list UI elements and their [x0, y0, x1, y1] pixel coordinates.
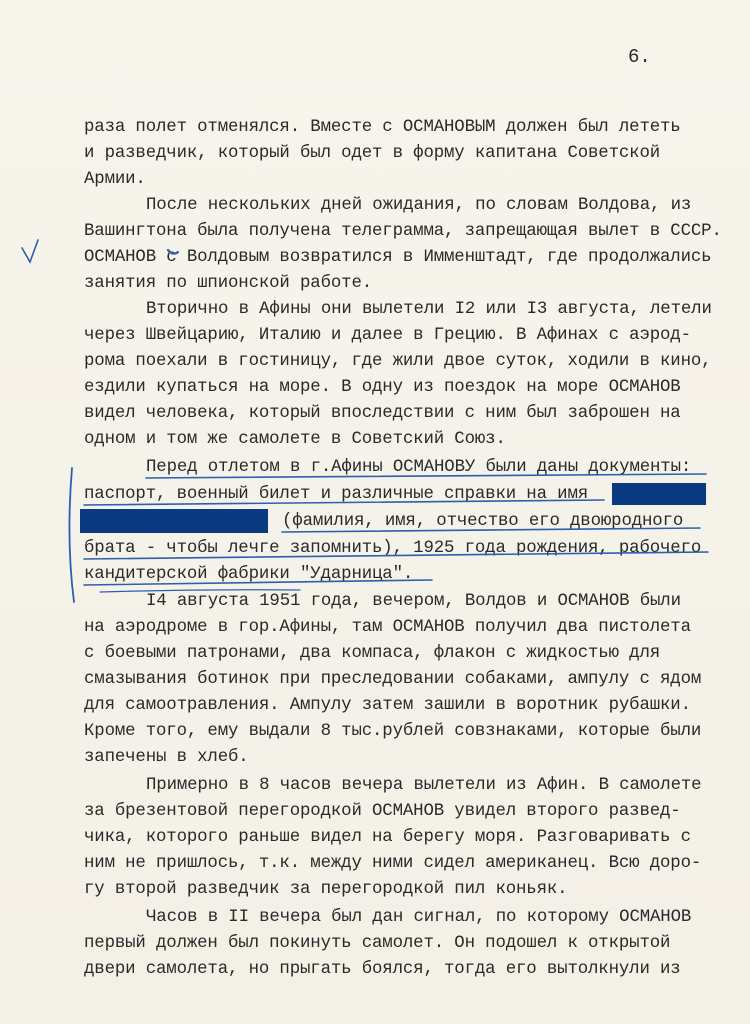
text-line: I4 августа 1951 года, вечером, Волдов и ОСМАНОВ были [146, 592, 681, 611]
underline [146, 474, 706, 478]
text-line: Часов в II вечера был дан сигнал, по которому ОСМАНОВ [146, 908, 692, 927]
text-line: через Швейцарию, Италию и далее в Грецию. В Афинах с аэрод- [84, 326, 691, 345]
underline [100, 590, 300, 592]
text-line: с боевыми патронами, два компаса, флакон с жидкостью для [84, 644, 661, 663]
margin-bracket [69, 468, 74, 602]
text-line: и разведчик, который был одет в форму капитана Советской [84, 144, 661, 163]
underline [84, 500, 604, 505]
text-line: Вашингтона была получена телеграмма, запрещающая вылет в СССР. [84, 222, 722, 241]
text-line: Кроме того, ему выдали 8 тыс.рублей совзнаками, которые были [84, 722, 702, 741]
text-line: После нескольких дней ожидания, по словам Волдова, из [146, 196, 692, 215]
text-line: двери самолета, но прыгать боялся, тогда его вытолкнули из [84, 960, 681, 979]
text-line: для самоотравления. Ампулу затем зашили в воротник рубашки. [84, 696, 691, 715]
text-line: раза полет отменялся. Вместе с ОСМАНОВЫМ должен был лететь [84, 118, 681, 137]
margin-check-mark [22, 240, 38, 262]
correction-mark [168, 250, 178, 254]
text-line: ездили купаться на море. В одну из поездок на море ОСМАНОВ [84, 378, 681, 397]
text-line: Армии. [84, 170, 146, 189]
text-line: брата - чтобы лечге запомнить), 1925 года рождения, рабочего [84, 539, 702, 558]
text-line: гу второй разведчик за перегородкой пил коньяк. [84, 880, 568, 899]
underline [84, 552, 708, 559]
text-line: видел человека, который впоследствии с ним был заброшен на [84, 404, 681, 423]
text-line: паспорт, военный билет и различные справки на имя [84, 485, 589, 504]
text-line: занятия по шпионской работе. [84, 274, 373, 293]
text-line: первый должен был покинуть самолет. Он подошел к открытой [84, 934, 671, 953]
text-line: рома поехали в гостиницу, где жили двое суток, ходили в кино, [84, 352, 712, 371]
text-line: Перед отлетом в г.Афины ОСМАНОВУ были даны документы: [146, 458, 692, 477]
text-line: кандитерской фабрики "Ударница". [84, 565, 414, 584]
text-line: Примерно в 8 часов вечера вылетели из Афин. В самолете [146, 776, 702, 795]
text-line: (фамилия, имя, отчество его двоюродного [282, 512, 684, 531]
text-line: смазывания ботинок при преследовании собаками, ампулу с ядом [84, 670, 702, 689]
text-line: чика, которого раньше видел на берегу моря. Разговаривать с [84, 828, 691, 847]
text-line: ним не пришлось, т.к. между ними сидел американец. Всю доро- [84, 854, 702, 873]
text-line: на аэродроме в гор.Афины, там ОСМАНОВ получил два пистолета [84, 618, 691, 637]
page-number: 6. [628, 46, 651, 68]
text-line: Вторично в Афины они вылетели I2 или I3 августа, летели [146, 300, 712, 319]
text-line: запечены в хлеб. [84, 748, 249, 767]
text-line: ОСМАНОВ с Волдовым возвратился в Имменштадт, где продолжались [84, 248, 712, 267]
text-line: за брезентовой перегородкой ОСМАНОВ увидел второго развед- [84, 802, 681, 821]
underline [282, 528, 700, 532]
underline [84, 580, 432, 585]
text-line: одном и том же самолете в Советский Союз. [84, 430, 506, 449]
